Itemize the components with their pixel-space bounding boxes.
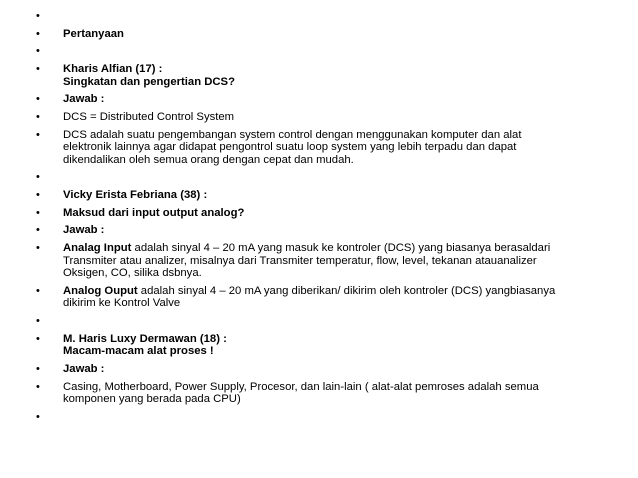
- text-line: Pertanyaan: [63, 27, 124, 40]
- list-item-text: [63, 285, 596, 310]
- bullet-icon: •: [36, 332, 40, 345]
- bullet-icon: •: [36, 189, 40, 201]
- bullet-icon: •: [36, 45, 40, 58]
- list-item: [36, 93, 596, 106]
- bullet-list: [36, 10, 596, 428]
- text-line: DCS adalah suatu pengembangan system control dengan menggunakan komputer dan alat: [63, 128, 522, 141]
- text-line: Jawab :: [63, 93, 105, 106]
- text-line: Oksigen, CO, silika dsbnya.: [63, 267, 202, 280]
- list-item-text: [63, 111, 596, 124]
- text-line: Jawab :: [63, 362, 105, 375]
- text-line: komponen yang berada pada CPU): [63, 393, 241, 405]
- list-item: [36, 45, 596, 58]
- text-line: Kharis Alfian (17) :: [63, 63, 163, 76]
- text-line: dikendalikan oleh semua orang dengan cepat dan mudah.: [63, 153, 354, 166]
- list-item: [36, 171, 596, 184]
- list-item: [36, 315, 596, 328]
- text-line: Jawab :: [63, 224, 105, 237]
- list-item-text: [63, 93, 596, 106]
- list-item: [36, 363, 596, 376]
- bullet-icon: •: [36, 27, 40, 40]
- bullet-icon: •: [36, 362, 40, 375]
- bullet-icon: •: [36, 242, 40, 255]
- bullet-icon: •: [36, 380, 40, 393]
- bullet-icon: •: [36, 63, 40, 76]
- list-item-text: [63, 189, 596, 202]
- list-item: [36, 111, 596, 124]
- bullet-icon: •: [36, 93, 40, 106]
- text-line: M. Haris Luxy Dermawan (18) :: [63, 332, 227, 345]
- text-line: dikirim ke Kontrol Valve: [63, 297, 181, 310]
- text-line: Vicky Erista Febriana (38) :: [63, 189, 208, 201]
- bullet-icon: •: [36, 110, 40, 123]
- list-item: [36, 381, 596, 406]
- bullet-icon: •: [36, 128, 40, 141]
- list-item: [36, 224, 596, 237]
- list-item-text: [63, 224, 596, 237]
- list-item: [36, 10, 596, 23]
- text-line: Casing, Motherboard, Power Supply, Procesor, dan lain-lain ( alat-alat pemroses adalah semua: [63, 380, 539, 393]
- list-item-text: [63, 207, 596, 220]
- list-item: [36, 129, 596, 167]
- text-line: elektronik lainnya agar didapat pengontrol suatu loop system yang lebih terpadu dan dapat: [63, 141, 517, 154]
- bullet-icon: •: [36, 410, 40, 423]
- bullet-icon: •: [36, 284, 40, 297]
- list-item-text: [63, 242, 596, 280]
- text-line: Macam-macam alat proses !: [63, 345, 214, 358]
- list-item: [36, 411, 596, 424]
- list-item-text: [63, 381, 596, 406]
- term-label: Analog Ouput: [63, 284, 138, 297]
- bullet-icon: •: [36, 171, 40, 184]
- term-label: Analag Input: [63, 242, 132, 255]
- list-item-text: [63, 28, 596, 41]
- text-line: Transmiter atau analizer, misalnya dari Transmiter temperatur, flow, level, tekanan atauanalizer: [63, 254, 537, 267]
- bullet-icon: •: [36, 206, 40, 219]
- text-line: Singkatan dan pengertian DCS?: [63, 75, 235, 88]
- list-item-text: [63, 129, 596, 167]
- list-item: [36, 242, 596, 280]
- list-item-text: [63, 363, 596, 376]
- list-item: [36, 207, 596, 220]
- text-line: Maksud dari input output analog?: [63, 206, 245, 219]
- text-line: Analag Input adalah sinyal 4 – 20 mA yang masuk ke kontroler (DCS) yang biasanya berasaldari: [63, 242, 551, 255]
- text-line: DCS = Distributed Control System: [63, 110, 235, 123]
- list-item: [36, 28, 596, 41]
- list-item: [36, 333, 596, 358]
- text-line: Analog Ouput adalah sinyal 4 – 20 mA yang diberikan/ dikirim oleh kontroler (DCS) yangbiasanya: [63, 284, 556, 297]
- list-item: [36, 63, 596, 88]
- bullet-icon: •: [36, 224, 40, 237]
- list-item: [36, 285, 596, 310]
- bullet-icon: •: [36, 314, 40, 327]
- list-item: [36, 189, 596, 202]
- list-item-text: [63, 333, 596, 358]
- bullet-icon: •: [36, 10, 40, 22]
- list-item-text: [63, 63, 596, 88]
